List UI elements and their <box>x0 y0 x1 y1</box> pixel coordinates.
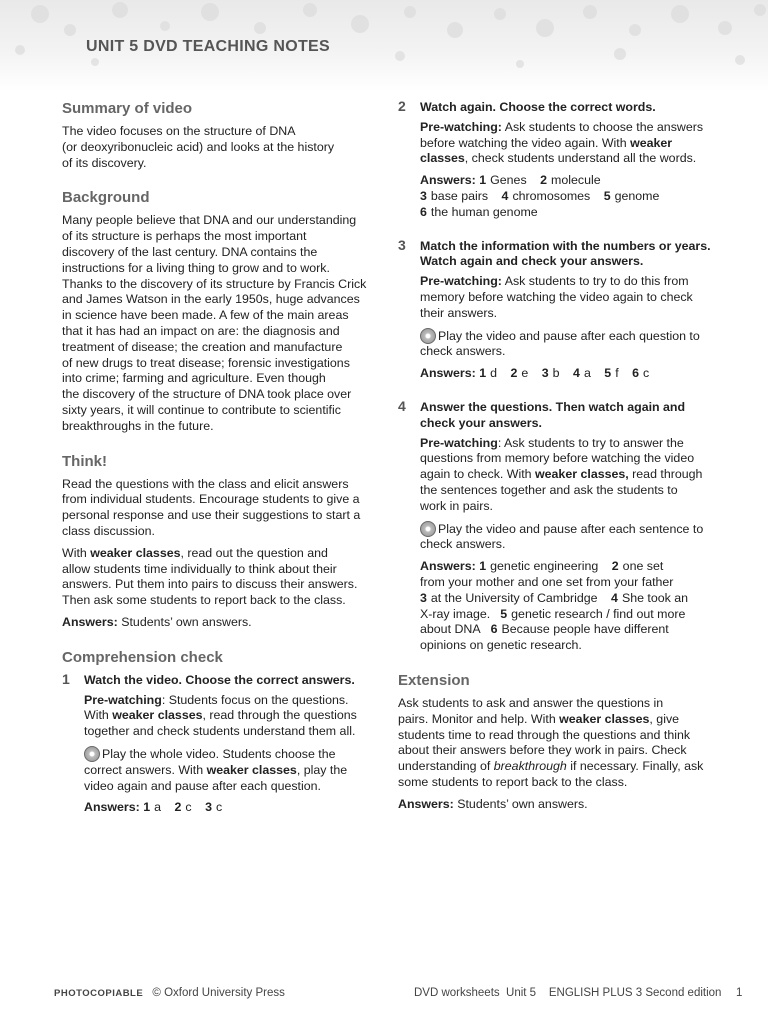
dvd-icon <box>420 328 436 344</box>
page-title: UNIT 5 DVD TEACHING NOTES <box>86 38 330 55</box>
answers-row: Answers: 1 d 2 e 3 b 4 a 5 f 6 c <box>420 366 650 381</box>
extension-heading: Extension <box>398 671 470 689</box>
pre-watching-text: Pre-watching: Ask students to choose the answers before watching the video again. With weaker classes, check students understand all the words. <box>420 119 704 166</box>
header-banner <box>0 0 768 92</box>
pre-watching-text: Pre-watching: Ask students to try to do this from memory before watching the video again to check their answers. <box>420 274 693 320</box>
question-number: 3 <box>398 236 406 253</box>
question-number: 2 <box>398 98 406 114</box>
play-instruction: Play the video and pause after each sentence to check answers. <box>420 521 704 552</box>
think-answers: Answers: Students’ own answers. <box>62 614 252 629</box>
play-instruction: Play the whole video. Students choose the correct answers. With weaker classes, play the video again and pause after each question. <box>84 746 348 793</box>
question-instruction: Watch the video. Choose the correct answers. <box>84 672 355 687</box>
pre-watching-text: Pre-watching: Students focus on the questions. With weaker classes, read through the questions together and check students understand them all. <box>84 692 357 739</box>
play-instruction: Play the video and pause after each question to check answers. <box>420 328 700 359</box>
pre-watching-text: Pre-watching: Ask students to try to answer the questions from memory before watching the video again to check. With weaker classes, read through the sentences together and ask the students to work in pairs. <box>420 435 703 513</box>
photocopiable-label: PHOTOCOPIABLE <box>54 988 144 999</box>
background-heading: Background <box>62 189 150 207</box>
comprehension-heading: Comprehension check <box>62 648 223 666</box>
answers-row: Answers: 1 a 2 c 3 c <box>84 800 223 815</box>
extension-answers: Answers: Students’ own answers. <box>398 796 588 811</box>
footer-course: DVD worksheets Unit 5 ENGLISH PLUS 3 Second edition <box>414 987 722 999</box>
question-instruction: Match the information with the numbers or years. Watch again and check your answers. <box>420 238 711 269</box>
question-3 <box>398 236 716 382</box>
page-number: 1 <box>736 987 743 999</box>
summary-heading: Summary of video <box>62 100 193 117</box>
right-column <box>398 100 716 812</box>
background-text: Many people believe that DNA and our understanding of its structure is perhaps the most important discovery of the last century. DNA contains the instructions for a living thing to grow and to work. Thanks to the discovery of its structure by Francis Crick and James Watson in the early 1950s, huge advances in science have been made. A few of the main areas that it has had an impact on are: the diagnosis and treatment of disease; the creation and manufacture of new drugs to treat disease; forensic investigations into crime; farming and agriculture. Even though the discovery of the structure of DNA took place over sixty years, it will continue to contribute to scientific breakthroughs in the future. <box>62 213 367 433</box>
summary-text: The video focuses on the structure of DNA (or deoxyribonucleic acid) and looks at the history of its discovery. <box>62 124 335 170</box>
question-number: 4 <box>398 397 406 414</box>
dvd-icon <box>84 746 100 762</box>
question-instruction: Answer the questions. Then watch again and check your answers. <box>420 399 686 430</box>
think-paragraph-2: With weaker classes, read out the question and allow students time individually to think about their answers. Put them into pairs to discuss their answers. Then ask some students to report back to the class. <box>62 545 358 608</box>
question-instruction: Watch again. Choose the correct words. <box>420 100 656 114</box>
answers-row: Answers: 1 genetic engineering 2 one set from your mother and one set from your father 3 at the University of Cambridge 4 She took an X-ray image. 5 genetic research / find out more about DNA 6 Because people have different opinions on genetic research. <box>420 559 689 653</box>
question-4 <box>398 397 716 654</box>
question-2 <box>398 100 716 221</box>
footer-left <box>54 987 285 999</box>
dvd-icon <box>420 521 436 537</box>
think-heading: Think! <box>62 452 107 470</box>
extension-text: Ask students to ask and answer the questions in pairs. Monitor and help. With weaker classes, give students time to read through the questions and think about their answers before they work in pairs. Check understanding of breakthrough if necessary. Finally, ask some students to report back to the class. <box>398 695 704 789</box>
left-column <box>62 100 374 816</box>
think-paragraph-1: Read the questions with the class and elicit answers from individual students. Encourage students to give a personal response and use their suggestions to start a class discussion. <box>62 476 361 538</box>
question-1 <box>62 670 374 816</box>
copyright-text: © Oxford University Press <box>152 987 285 999</box>
question-number: 1 <box>62 670 70 687</box>
answers-row: Answers: 1 Genes 2 molecule 3 base pairs 4 chromosomes 5 genome 6 the human genome <box>420 173 660 219</box>
